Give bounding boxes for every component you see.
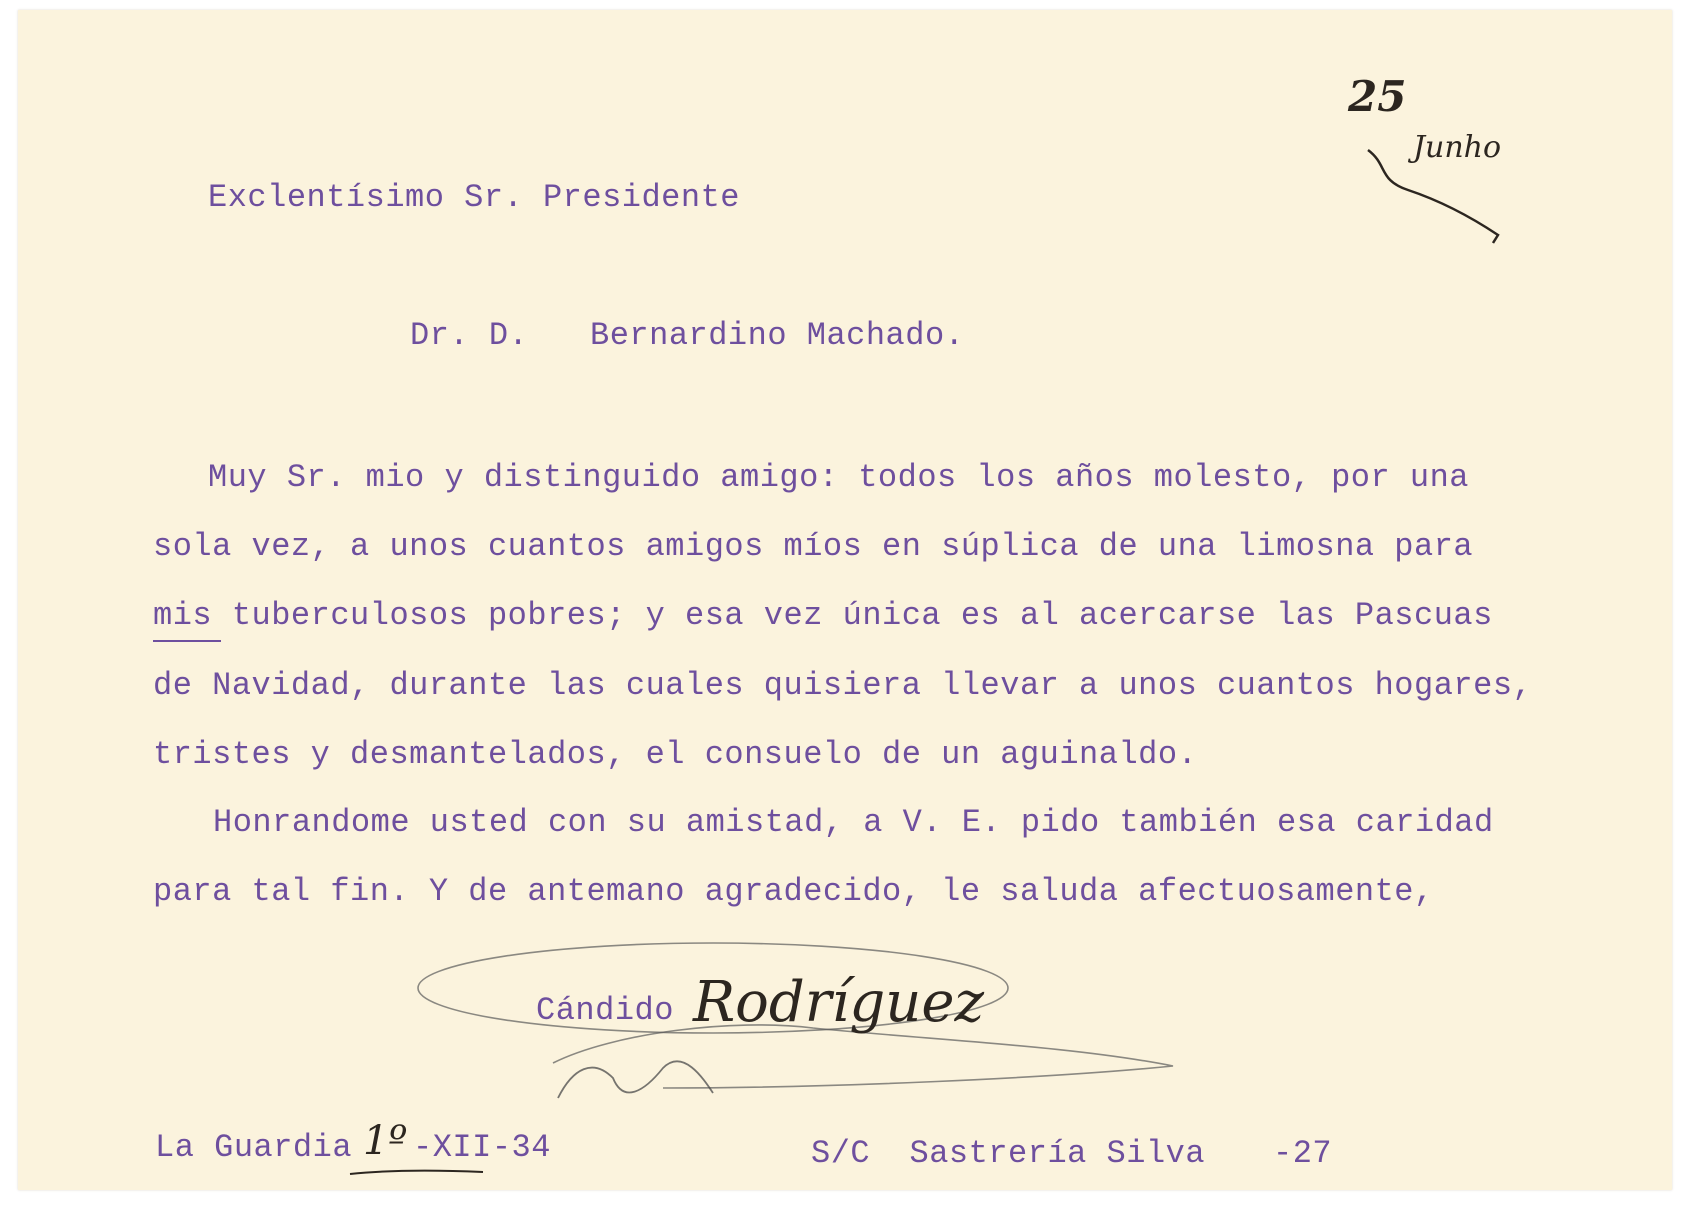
footer-date-corrected-day: 1º [363,1118,408,1164]
handwritten-note-number: 25 [1348,72,1407,121]
underline-mis [153,638,223,646]
salutation-title: Dr. D. [410,317,529,354]
body-line: Honrandome usted con su amistad, a V. E. pido también esa caridad [213,804,1494,841]
body-line: sola vez, a unos cuantos amigos míos en súplica de una limosna para [153,528,1474,565]
signature-flourish [413,928,1193,1148]
letter-page [18,10,1672,1190]
salutation-name: Bernardino Machado. [590,317,965,354]
footer-number: -27 [1273,1135,1333,1172]
footer-place: La Guardia [155,1129,353,1166]
signature-typed-name: Cándido [536,992,674,1029]
footer-date-underline [348,1168,488,1178]
body-line: mis tuberculosos pobres; y esa vez única es al acercarse las Pascuas [153,597,1493,634]
salutation-line-1: Exclentísimo Sr. Presidente [208,179,740,216]
body-line: de Navidad, durante las cuales quisiera llevar a unos cuantos hogares, [153,667,1533,704]
body-line: tristes y desmantelados, el consuelo de un aguinaldo. [153,736,1198,773]
signature-handwritten-surname: Rodríguez [693,970,984,1035]
handwritten-note-stroke [1348,135,1548,245]
handwritten-note-word: Junho [1413,130,1502,165]
footer-address: S/C Sastrería Silva [811,1135,1206,1172]
footer-date-rest: -XII-34 [413,1129,551,1166]
body-line: Muy Sr. mio y distinguido amigo: todos los años molesto, por una [208,459,1469,496]
body-line: para tal fin. Y de antemano agradecido, le saluda afectuosamente, [153,873,1434,910]
